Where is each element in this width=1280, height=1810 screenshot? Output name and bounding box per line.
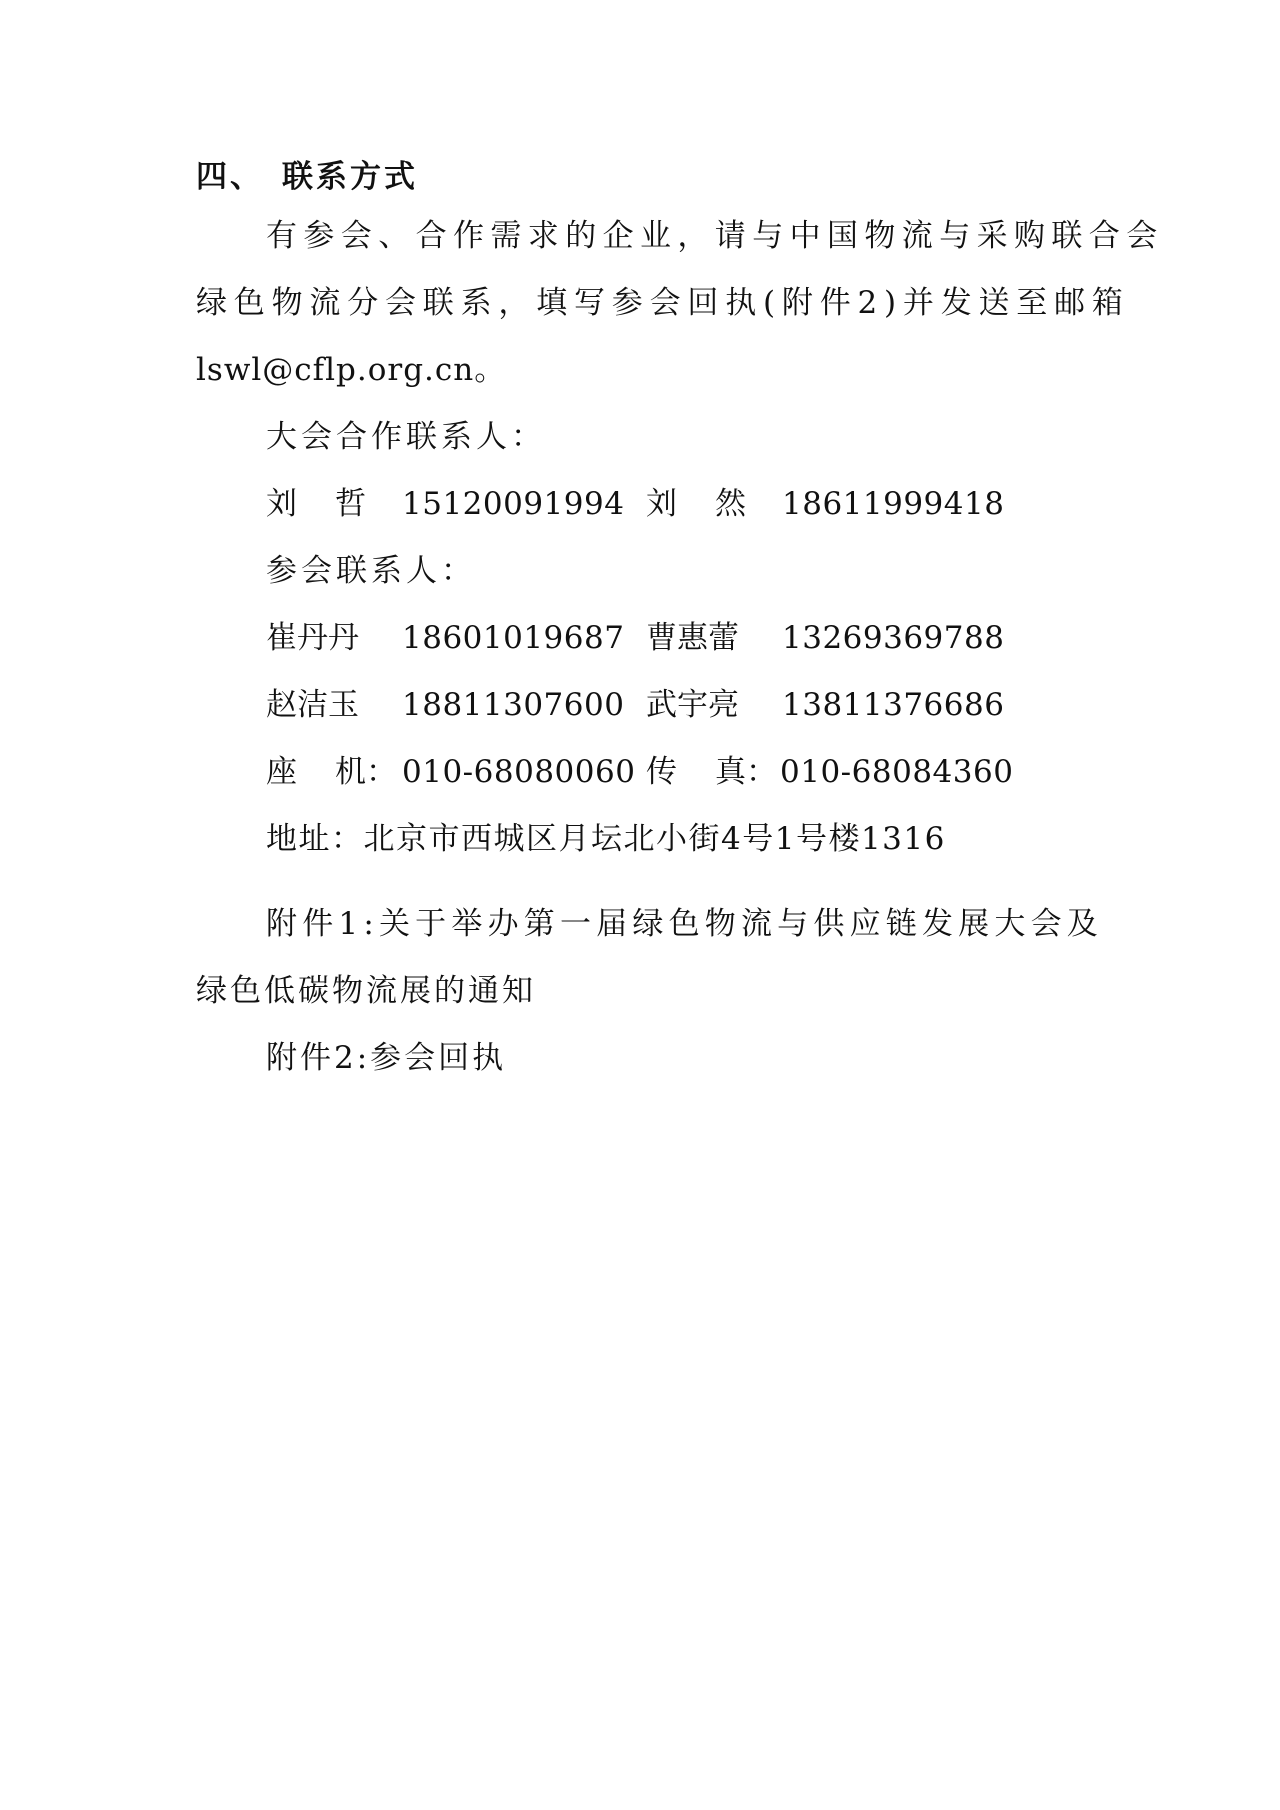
cooperation-contact-2-name	[646, 484, 746, 524]
attendance-contact-4-phone: 13811376686	[782, 687, 1005, 723]
attendance-contact-1-name: 崔丹丹	[266, 620, 359, 656]
attendance-contact-4-name: 武宇亮	[646, 687, 739, 723]
cooperation-contact-1-phone: 15120091994	[402, 486, 625, 522]
cooperation-contact-2-phone: 18611999418	[782, 486, 1005, 522]
attendance-contact-3-name: 赵洁玉	[266, 687, 359, 723]
cooperation-contact-1-name-a: 刘	[266, 486, 297, 522]
cooperation-label: 大会合作联系人：	[266, 419, 546, 455]
attendance-contact-2-phone: 13269369788	[782, 620, 1005, 656]
office-fax-number: 010-68084360	[780, 754, 1014, 790]
cooperation-contact-1-name-b: 哲	[335, 486, 366, 522]
attachment-2-line: 附件2:参会回执	[266, 1040, 507, 1076]
office-phone-label	[266, 752, 397, 792]
attachment-1-line-2: 绿色低碳物流展的通知	[196, 973, 536, 1009]
section-title: 联系方式	[282, 159, 418, 195]
office-phone-number: 010-68080060	[402, 754, 636, 790]
cooperation-contact-2-name-a: 刘	[646, 486, 677, 522]
section-number: 四、	[196, 159, 264, 195]
intro-line-3-email: lswl@cflp.org.cn。	[196, 352, 507, 388]
attendance-contact-3-phone: 18811307600	[402, 687, 625, 723]
office-fax-label-a: 传	[646, 754, 677, 790]
attachment-1-line-1: 附件1:关于举办第一届绿色物流与供应链发展大会及	[266, 906, 1103, 942]
office-fax-label-b: 真：	[715, 754, 777, 790]
office-phone-label-a: 座	[266, 754, 297, 790]
office-fax-label	[646, 752, 777, 792]
section-heading	[196, 157, 418, 197]
intro-line-2: 绿色物流分会联系，填写参会回执(附件2)并发送至邮箱	[196, 285, 1130, 321]
address-line: 地址：北京市西城区月坛北小街4号1号楼1316	[266, 821, 946, 857]
office-phone-label-b: 机：	[335, 754, 397, 790]
attendance-contact-2-name: 曹惠蕾	[646, 620, 739, 656]
cooperation-contact-2-name-b: 然	[715, 486, 746, 522]
attendance-contact-1-phone: 18601019687	[402, 620, 625, 656]
attendance-label: 参会联系人：	[266, 553, 476, 589]
cooperation-contact-1-name	[266, 484, 366, 524]
intro-line-1: 有参会、合作需求的企业，请与中国物流与采购联合会	[266, 218, 1164, 254]
